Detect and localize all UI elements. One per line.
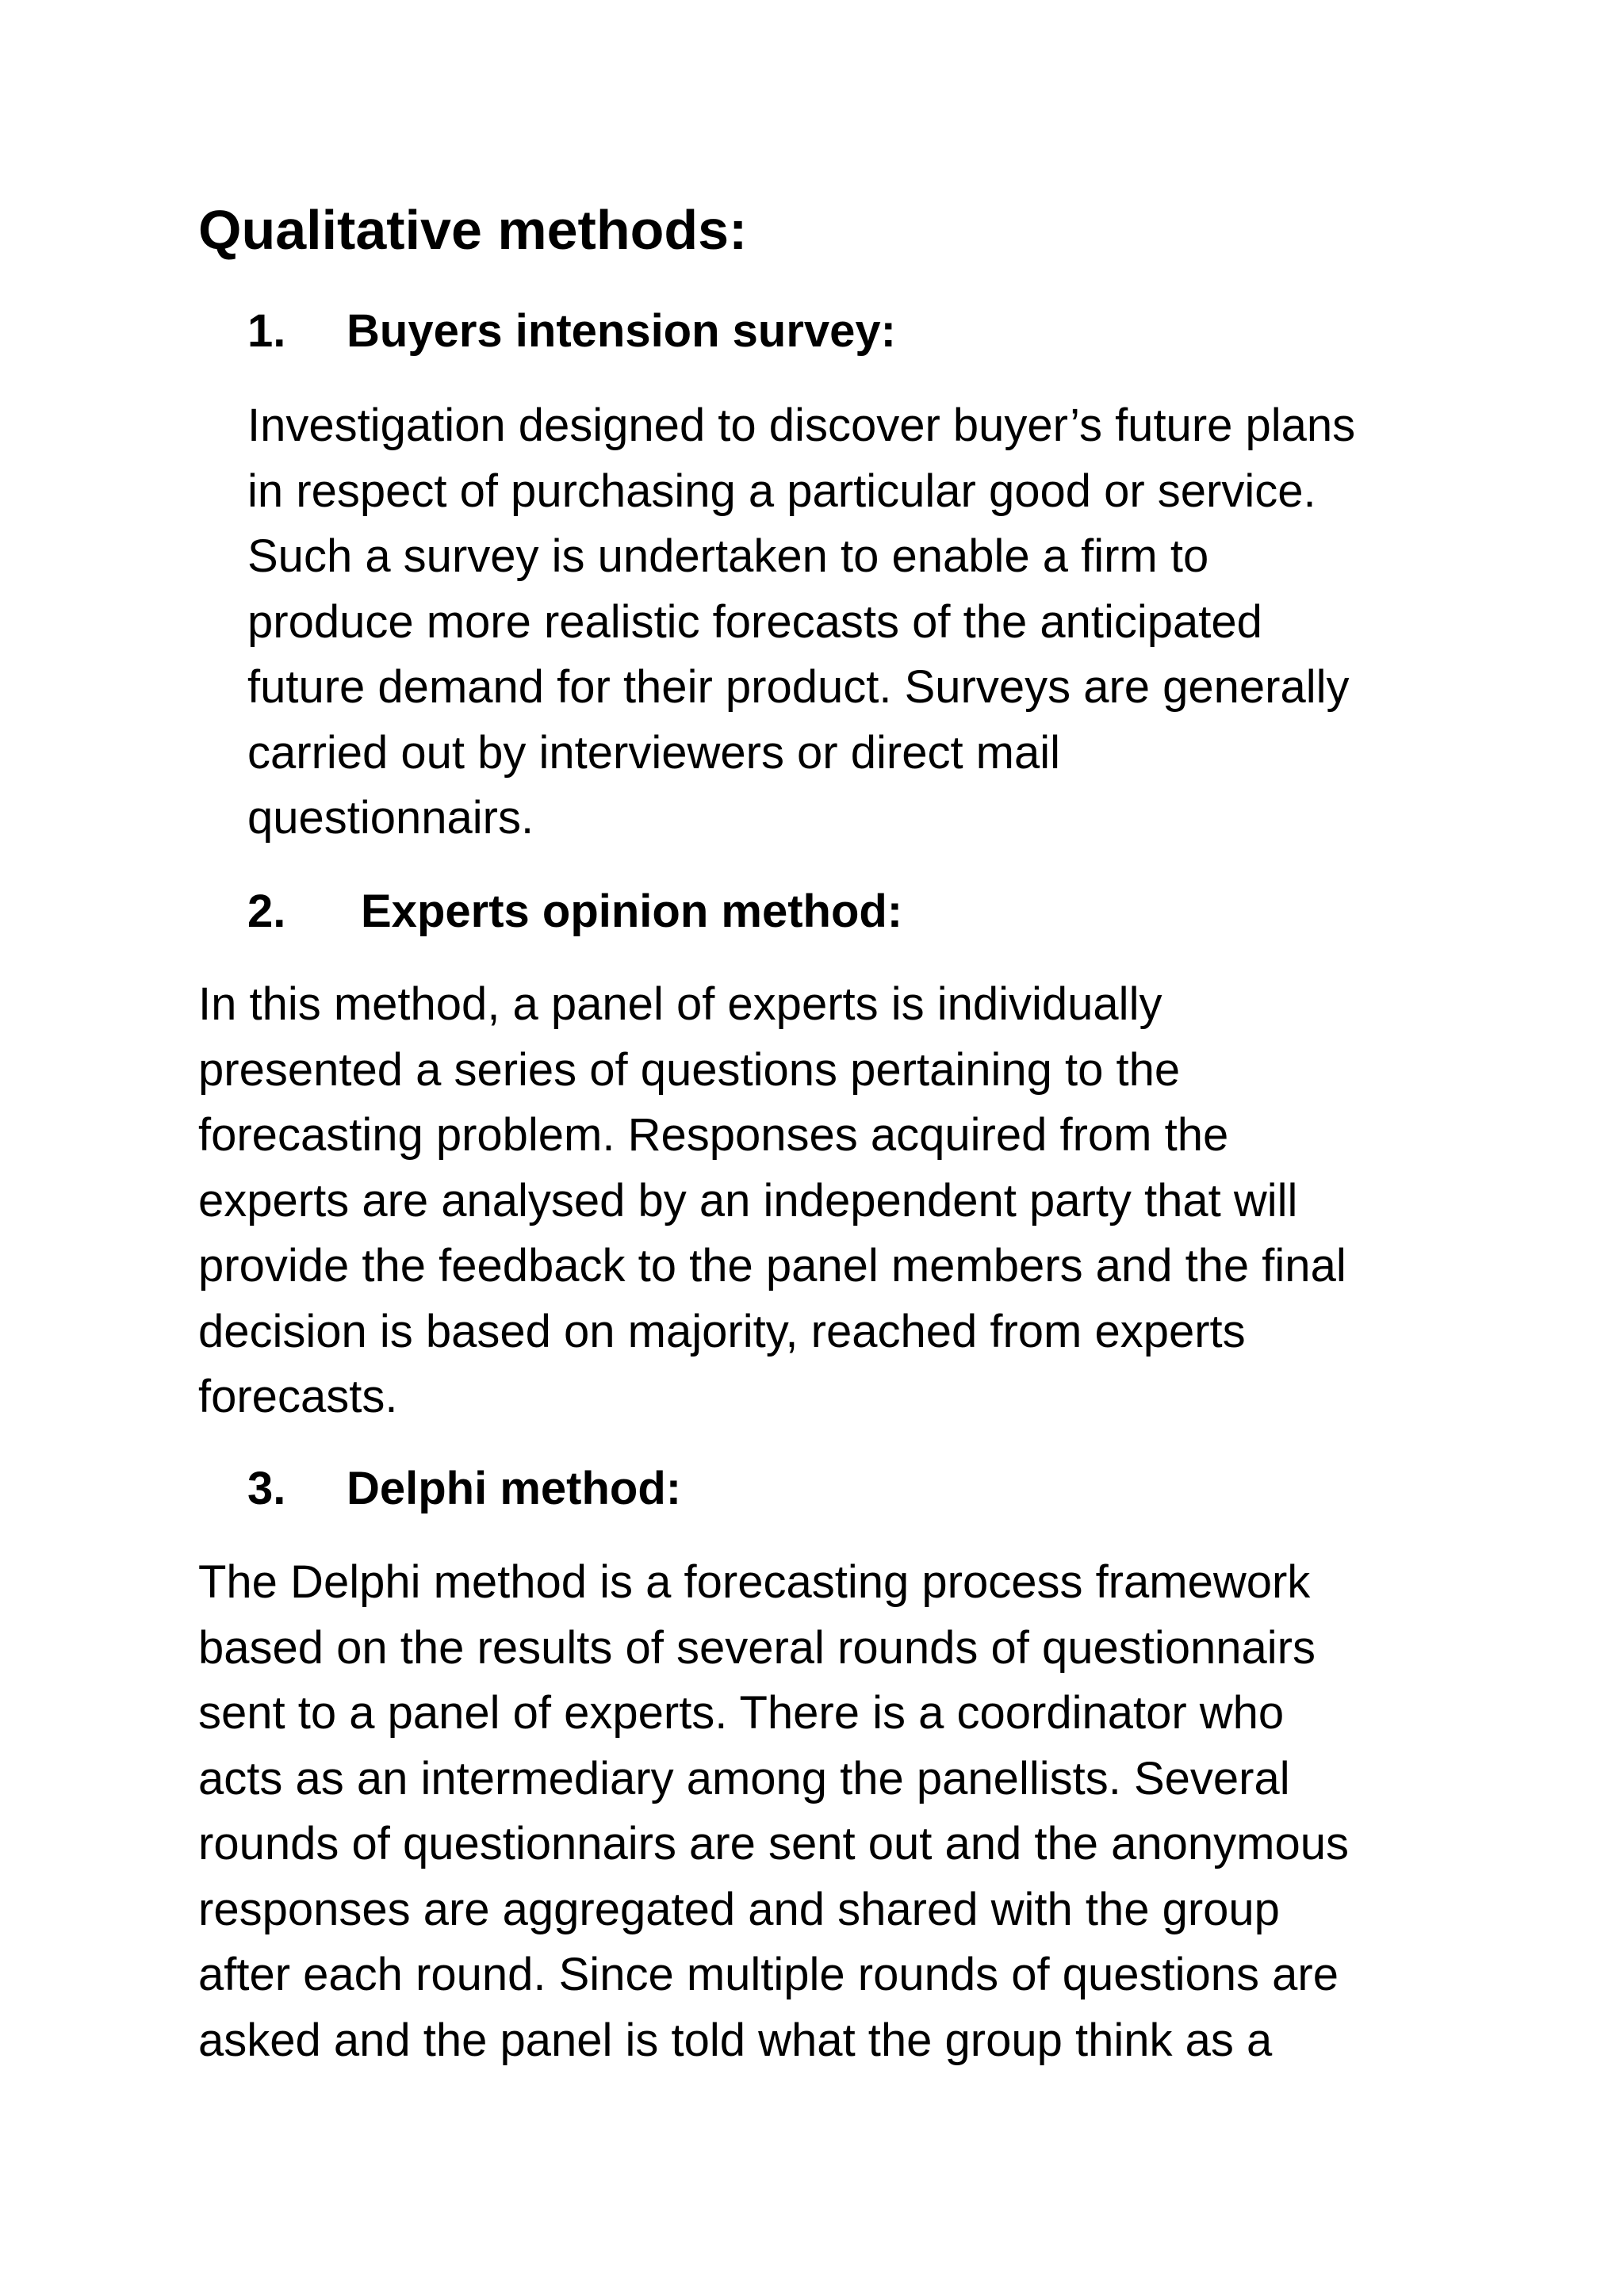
section-title: Delphi method: <box>347 1463 682 1514</box>
paragraph-line: rounds of questionnairs are sent out and the anonymous <box>198 1818 1349 1869</box>
paragraph-line: experts are analysed by an independent party that will <box>198 1174 1298 1226</box>
paragraph-line: produce more realistic forecasts of the anticipated <box>247 595 1262 648</box>
paragraph-line: Such a survey is undertaken to enable a firm to <box>247 530 1209 582</box>
paragraph-line: The Delphi method is a forecasting process framework <box>198 1556 1311 1608</box>
section-title: Buyers intension survey: <box>347 305 896 357</box>
section-paragraph-buyers-intension-survey <box>247 393 1355 851</box>
section-number: 1. <box>247 305 286 357</box>
section-title: Experts opinion method: <box>361 886 903 937</box>
paragraph-line: in respect of purchasing a particular good or service. <box>247 465 1316 517</box>
paragraph-line: Investigation designed to discover buyer’s future plans <box>247 400 1356 451</box>
paragraph-line: acts as an intermediary among the panellists. Several <box>198 1752 1290 1804</box>
paragraph-line: based on the results of several rounds of questionnairs <box>198 1621 1316 1674</box>
section-number: 2. <box>247 886 286 937</box>
paragraph-line: In this method, a panel of experts is individually <box>198 978 1162 1030</box>
paragraph-line: sent to a panel of experts. There is a coordinator who <box>198 1687 1285 1739</box>
paragraph-line: decision is based on majority, reached from experts <box>198 1305 1246 1357</box>
paragraph-line: asked and the panel is told what the group think as a <box>198 2014 1273 2066</box>
page-title: Qualitative methods: <box>198 199 748 261</box>
section-paragraph-delphi-method <box>198 1550 1349 2073</box>
paragraph-line: presented a series of questions pertaining to the <box>198 1043 1181 1096</box>
paragraph-line: provide the feedback to the panel members and the final <box>198 1240 1346 1292</box>
paragraph-line: forecasts. <box>198 1371 398 1422</box>
paragraph-line: questionnairs. <box>247 792 534 844</box>
section-number: 3. <box>247 1463 286 1514</box>
paragraph-line: forecasting problem. Responses acquired from the <box>198 1109 1229 1161</box>
paragraph-line: future demand for their product. Surveys are generally <box>247 661 1350 713</box>
section-paragraph-experts-opinion-method <box>198 972 1346 1430</box>
paragraph-line: carried out by interviewers or direct mail <box>247 726 1061 779</box>
paragraph-line: after each round. Since multiple rounds of questions are <box>198 1949 1339 2000</box>
paragraph-line: responses are aggregated and shared with the group <box>198 1883 1280 1935</box>
